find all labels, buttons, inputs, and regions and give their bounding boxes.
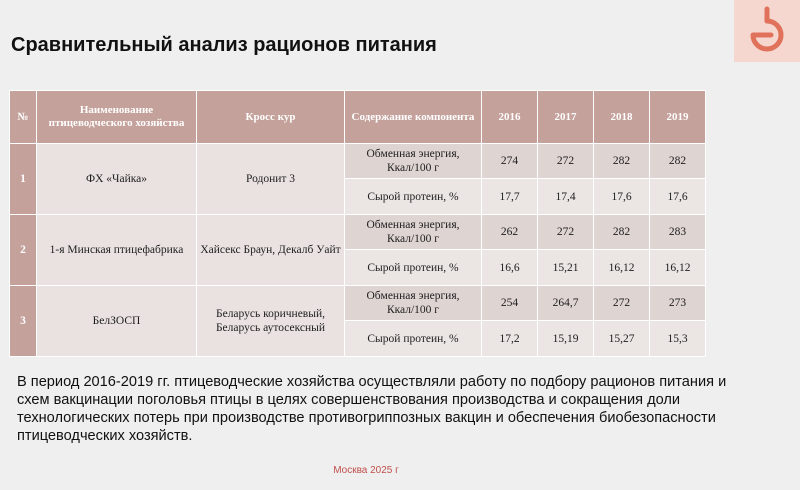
value-2016: 262 [482,215,538,250]
value-2019: 282 [650,144,706,179]
header-2016: 2016 [482,91,538,144]
header-num: № [10,91,37,144]
cross-name: Беларусь коричневый, Беларусь аутосексный [197,286,345,357]
value-2017: 17,4 [538,179,594,215]
logo [734,0,800,62]
footer-location-year: Москва 2025 г [333,465,399,476]
header-2018: 2018 [594,91,650,144]
table-row [10,215,706,250]
value-2016: 16,6 [482,250,538,286]
value-2016: 254 [482,286,538,321]
component-label: Обменная энергия, Ккал/100 г [345,286,482,321]
cross-name: Хайсекс Браун, Декалб Уайт [197,215,345,286]
header-cross: Кросс кур [197,91,345,144]
row-number: 2 [10,215,37,286]
value-2018: 16,12 [594,250,650,286]
page-title: Сравнительный анализ рационов питания [11,34,437,56]
value-2016: 17,7 [482,179,538,215]
value-2019: 15,3 [650,321,706,357]
component-label: Обменная энергия, Ккал/100 г [345,144,482,179]
value-2017: 15,19 [538,321,594,357]
farm-name: 1-я Минская птицефабрика [37,215,197,286]
value-2017: 272 [538,215,594,250]
table-row [10,286,706,321]
value-2019: 283 [650,215,706,250]
component-label: Обменная энергия, Ккал/100 г [345,215,482,250]
table-header-row [10,91,706,144]
value-2019: 273 [650,286,706,321]
value-2016: 17,2 [482,321,538,357]
header-component: Содержание компонента [345,91,482,144]
value-2017: 15,21 [538,250,594,286]
value-2017: 272 [538,144,594,179]
value-2018: 282 [594,144,650,179]
component-label: Сырой протеин, % [345,250,482,286]
value-2019: 17,6 [650,179,706,215]
summary-paragraph: В период 2016-2019 гг. птицеводческие хозяйства осуществляли работу по подбору рационов питания и схем вакцинации поголовья птицы в целях совершенствования производства и сокращения доли технологических потерь при производстве противогриппозных вакцин и обеспечения биобезопасности птицеводческих хозяйств. [17,374,727,444]
header-farm: Наименование птицеводческого хозяйства [37,91,197,144]
brand-logo-icon [741,5,793,57]
table-row [10,144,706,179]
value-2018: 17,6 [594,179,650,215]
farm-name: БелЗОСП [37,286,197,357]
value-2018: 15,27 [594,321,650,357]
row-number: 3 [10,286,37,357]
diet-comparison-table [9,90,706,357]
value-2017: 264,7 [538,286,594,321]
header-2017: 2017 [538,91,594,144]
component-label: Сырой протеин, % [345,321,482,357]
value-2019: 16,12 [650,250,706,286]
farm-name: ФХ «Чайка» [37,144,197,215]
value-2018: 272 [594,286,650,321]
row-number: 1 [10,144,37,215]
header-2019: 2019 [650,91,706,144]
value-2018: 282 [594,215,650,250]
cross-name: Родонит 3 [197,144,345,215]
component-label: Сырой протеин, % [345,179,482,215]
value-2016: 274 [482,144,538,179]
